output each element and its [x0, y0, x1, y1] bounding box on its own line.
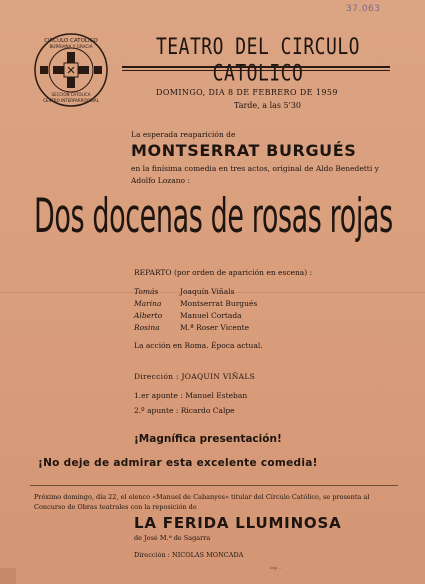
play-title: Dos docenas de rosas rojas	[34, 190, 393, 245]
handwritten-reference: 37.063	[346, 4, 381, 14]
theatre-title: TEATRO DEL CIRCULO CATOLICO	[155, 34, 361, 87]
printer-imprint: Imp. ...	[270, 566, 283, 570]
next-show-note: Próximo domingo, día 22, el elenco «Manuel de Cabanyes» titular del Círculo Católico, se presenta al Concurso de Obras teatrales con la reposición de	[34, 493, 370, 511]
slogan-recommendation: ¡No deje de admirar esta excelente comedia!	[38, 457, 318, 469]
next-play-author: de José M.ª de Sagarra	[134, 534, 211, 542]
prompter-2: 2.º apunte : Ricardo Calpe	[134, 406, 235, 415]
cast-row	[134, 310, 257, 322]
cast-row	[134, 322, 257, 334]
svg-text:SECCION CATOLICA: SECCION CATOLICA	[51, 92, 91, 97]
performance-date: DOMINGO, DIA 8 DE FEBRERO DE 1959	[156, 88, 338, 97]
cast-role: Tomás	[134, 287, 159, 296]
cast-actor: Joaquín Viñals	[180, 287, 235, 296]
play-description: en la finísima comedia en tres actos, original de Aldo Benedetti y Adolfo Lozano :	[131, 164, 379, 185]
cast-row	[134, 286, 257, 298]
cast-role: Alberto	[134, 311, 163, 320]
svg-text:CIRCULO CATOLICO: CIRCULO CATOLICO	[44, 38, 98, 44]
cast-row	[134, 298, 257, 310]
prompter-1: 1.er apunte : Manuel Esteban	[134, 391, 248, 400]
slogan-presentation: ¡Magnífica presentación!	[134, 433, 282, 445]
cast-role: Rosina	[134, 323, 160, 332]
cast-actor: M.ª Roser Vicente	[180, 323, 250, 332]
cast-role: Marina	[134, 299, 162, 308]
title-underline	[122, 66, 390, 68]
cast-list	[134, 286, 257, 334]
reparto-label: REPARTO (por orden de aparición en escena) :	[134, 268, 313, 277]
svg-text:BURRIANA Y GRACIA: BURRIANA Y GRACIA	[49, 44, 93, 49]
title-underline-thin	[122, 70, 390, 71]
setting-text: La acción en Roma. Época actual.	[134, 341, 263, 350]
seal-emblem-icon	[33, 32, 109, 108]
performance-time: Tarde, a las 5'30	[234, 101, 302, 110]
direction-credit: Dirección : JOAQUIN VIÑALS	[134, 372, 256, 381]
next-play-title: LA FERIDA LLUMINOSA	[134, 514, 342, 532]
intro-text: La esperada reaparición de	[131, 130, 236, 139]
svg-text:CENTRO INTERPARROQUIAL: CENTRO INTERPARROQUIAL	[43, 98, 99, 103]
torn-corner	[0, 568, 16, 584]
lead-actress: MONTSERRAT BURGUÉS	[131, 141, 357, 160]
footer-divider	[30, 485, 398, 486]
cast-actor: Manuel Cortada	[180, 311, 242, 320]
circulo-catolico-seal	[33, 32, 109, 108]
cast-actor: Montserrat Burgués	[180, 299, 258, 308]
next-play-direction: Dirección : NICOLAS MONCADA	[134, 551, 244, 559]
